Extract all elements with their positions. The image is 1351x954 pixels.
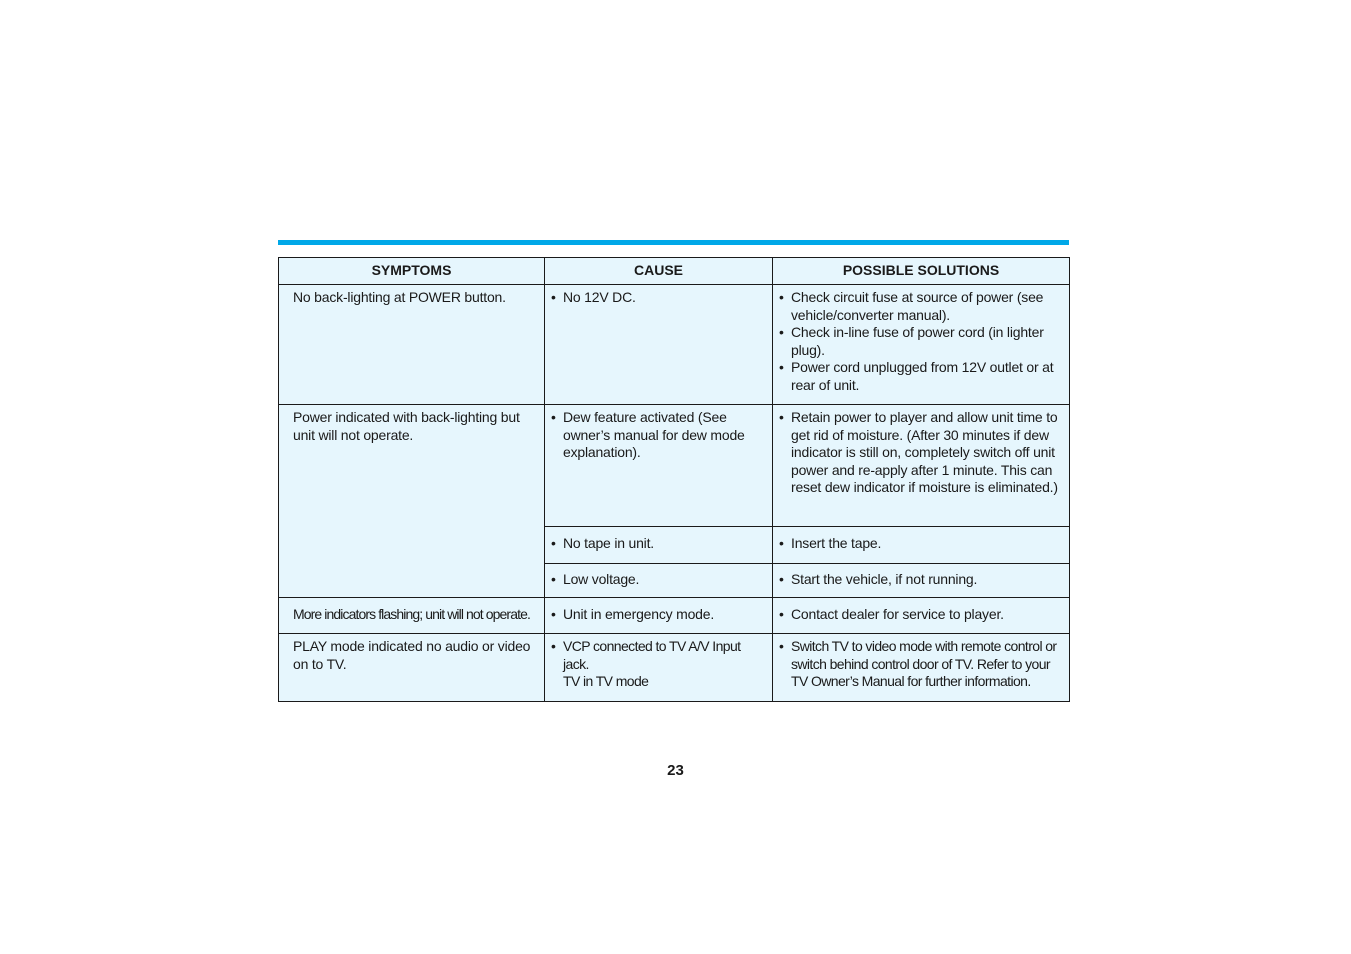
symptom-cell <box>279 285 545 405</box>
cause-item: • Low voltage. <box>551 570 640 587</box>
symptom-cell <box>279 598 545 634</box>
symptom-text: Power indicated with back-lighting but unit will not operate. <box>293 409 520 443</box>
page-number: 23 <box>667 762 684 779</box>
table-row <box>279 598 1070 634</box>
symptom-text: No back-lighting at POWER button. <box>293 289 506 305</box>
solution-item: • Power cord unplugged from 12V outlet or at rear of unit. <box>779 359 1054 393</box>
top-accent-rule <box>278 240 1069 245</box>
bullet-icon: • <box>779 359 784 376</box>
cause-cell <box>545 527 773 564</box>
table-row <box>279 634 1070 702</box>
cause-item: • Unit in emergency mode. <box>551 605 715 622</box>
bullet-icon: • <box>551 409 556 425</box>
cause-cell <box>545 598 773 634</box>
symptom-text: PLAY mode indicated no audio or video on to TV. <box>293 638 531 672</box>
table-header-row <box>279 258 1070 285</box>
bullet-icon: • <box>779 605 784 622</box>
symptoms-header: SYMPTOMS <box>279 258 545 285</box>
bullet-icon: • <box>779 409 784 425</box>
cause-item: • No 12V DC. <box>551 289 636 305</box>
solution-item: • Retain power to player and allow unit time to get rid of moisture. (After 30 minutes if dew indicator is still on, completely switch off unit power and re-apply after 1 minute. This can reset dew indicator if moisture is eliminated.) <box>779 409 1058 496</box>
solution-cell <box>773 598 1070 634</box>
solution-item: • Insert the tape. <box>779 535 882 552</box>
solution-item: • Check circuit fuse at source of power (see vehicle/converter manual). <box>779 289 1044 323</box>
symptom-text: More indicators flashing; unit will not operate. <box>293 605 530 622</box>
solution-item: • Start the vehicle, if not running. <box>779 570 978 587</box>
bullet-icon: • <box>551 289 556 305</box>
symptom-cell <box>279 405 545 598</box>
solution-cell <box>773 285 1070 405</box>
solution-cell <box>773 527 1070 564</box>
solution-item: • Check in-line fuse of power cord (in lighter plug). <box>779 324 1044 358</box>
bullet-icon: • <box>551 535 556 552</box>
cause-item: • Dew feature activated (See owner’s manual for dew mode explanation). <box>551 409 745 461</box>
bullet-icon: • <box>779 535 784 552</box>
bullet-icon: • <box>779 570 784 587</box>
troubleshooting-table <box>278 257 1070 702</box>
solution-item: • Contact dealer for service to player. <box>779 605 1004 622</box>
cause-cell <box>545 564 773 598</box>
symptom-cell <box>279 634 545 702</box>
solution-item: • Switch TV to video mode with remote control or switch behind control door of TV. Refer to your TV Owner’s Manual for further information. <box>779 638 1057 690</box>
table-row <box>279 285 1070 405</box>
cause-extra-text: TV in TV mode <box>563 673 649 690</box>
cause-cell <box>545 285 773 405</box>
bullet-icon: • <box>779 324 784 341</box>
cause-item: • No tape in unit. <box>551 535 654 552</box>
bullet-icon: • <box>551 605 556 622</box>
solution-cell <box>773 634 1070 702</box>
solution-cell <box>773 564 1070 598</box>
cause-header: CAUSE <box>545 258 773 285</box>
bullet-icon: • <box>551 638 556 654</box>
cause-item: • VCP connected to TV A/V Input jack. TV in TV mode <box>551 638 741 690</box>
bullet-icon: • <box>779 289 784 305</box>
bullet-icon: • <box>779 638 784 654</box>
solution-cell <box>773 405 1070 527</box>
cause-cell <box>545 405 773 527</box>
bullet-icon: • <box>551 570 556 587</box>
solutions-header: POSSIBLE SOLUTIONS <box>773 258 1070 285</box>
table-row <box>279 405 1070 527</box>
cause-cell <box>545 634 773 702</box>
